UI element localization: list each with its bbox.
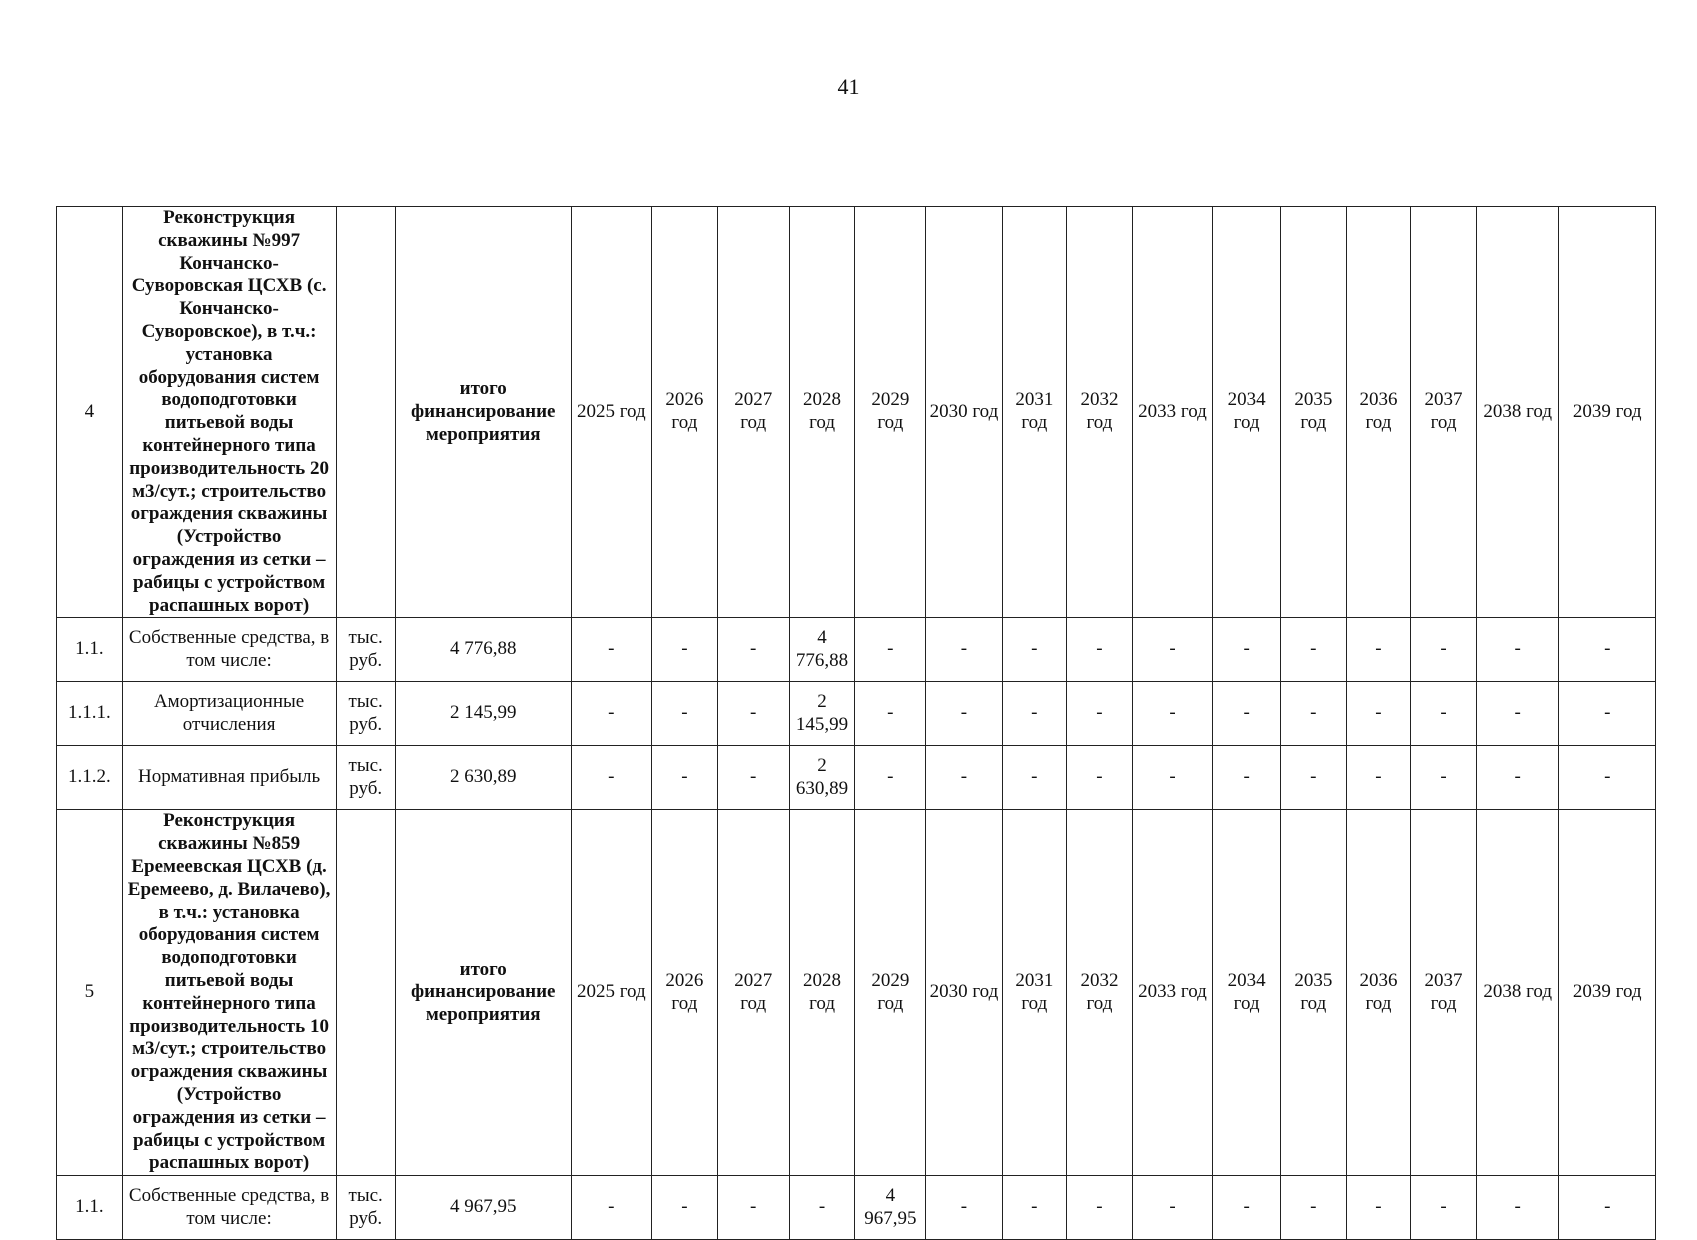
row-name: Амортизационные отчисления	[122, 682, 336, 746]
year-value: -	[1213, 1176, 1281, 1240]
year-value: -	[1476, 746, 1559, 810]
block-header-row	[57, 810, 1656, 1176]
year-value: 4 776,88	[789, 618, 855, 682]
table-row	[57, 618, 1656, 682]
year-header: 2035 год	[1281, 810, 1347, 1176]
year-value: -	[1132, 682, 1212, 746]
year-header: 2035 год	[1281, 207, 1347, 618]
year-header: 2033 год	[1132, 207, 1212, 618]
page-number: 41	[837, 74, 860, 99]
year-value: -	[1559, 1176, 1656, 1240]
year-header: 2036 год	[1346, 810, 1411, 1176]
year-value: -	[1213, 746, 1281, 810]
year-header: 2039 год	[1559, 207, 1656, 618]
year-value: 2 630,89	[789, 746, 855, 810]
year-value: -	[652, 682, 718, 746]
year-header: 2027 год	[717, 207, 789, 618]
year-value: -	[926, 682, 1002, 746]
row-number: 1.1.	[57, 618, 123, 682]
year-value: -	[1002, 618, 1067, 682]
row-unit: тыс. руб.	[336, 746, 395, 810]
year-header: 2037 год	[1411, 207, 1477, 618]
year-header: 2028 год	[789, 810, 855, 1176]
year-value: -	[571, 1176, 651, 1240]
year-value: -	[1132, 618, 1212, 682]
row-total: 2 145,99	[395, 682, 571, 746]
year-value: -	[1281, 746, 1347, 810]
year-value: -	[1476, 1176, 1559, 1240]
year-header: 2025 год	[571, 810, 651, 1176]
year-value: -	[1476, 618, 1559, 682]
year-value: -	[1411, 1176, 1477, 1240]
row-unit: тыс. руб.	[336, 1176, 395, 1240]
row-name: Нормативная прибыль	[122, 746, 336, 810]
year-header: 2038 год	[1476, 207, 1559, 618]
year-value: -	[789, 1176, 855, 1240]
block-title: Реконструкция скважины №997 Кончанско-Суворовская ЦСХВ (с. Кончанско-Суворовское), в т.ч.: установка оборудования систем водоподготовки питьевой воды контейнерного типа производительность 20 м3/сут.; строительство ограждения скважины (Устройство ограждения из сетки – рабицы с устройством распашных ворот)	[122, 207, 336, 618]
unit-header-empty	[336, 810, 395, 1176]
year-value: 4 967,95	[855, 1176, 926, 1240]
year-value: -	[1067, 618, 1133, 682]
table-row	[57, 682, 1656, 746]
row-name: Собственные средства, в том числе:	[122, 618, 336, 682]
year-value: -	[1281, 1176, 1347, 1240]
year-header: 2031 год	[1002, 207, 1067, 618]
year-value: 2 145,99	[789, 682, 855, 746]
year-value: -	[1213, 682, 1281, 746]
year-value: -	[926, 746, 1002, 810]
block-number: 4	[57, 207, 123, 618]
year-value: -	[571, 682, 651, 746]
year-value: -	[717, 682, 789, 746]
row-unit: тыс. руб.	[336, 618, 395, 682]
row-name: Собственные средства, в том числе:	[122, 1176, 336, 1240]
year-header: 2038 год	[1476, 810, 1559, 1176]
row-unit: тыс. руб.	[336, 682, 395, 746]
year-header: 2030 год	[926, 207, 1002, 618]
year-value: -	[855, 682, 926, 746]
year-value: -	[1559, 618, 1656, 682]
year-header: 2028 год	[789, 207, 855, 618]
year-value: -	[926, 1176, 1002, 1240]
row-number: 1.1.2.	[57, 746, 123, 810]
year-value: -	[1281, 682, 1347, 746]
year-value: -	[1559, 682, 1656, 746]
year-header: 2025 год	[571, 207, 651, 618]
block-number: 5	[57, 810, 123, 1176]
year-header: 2029 год	[855, 207, 926, 618]
year-value: -	[1411, 746, 1477, 810]
year-value: -	[1002, 682, 1067, 746]
year-value: -	[855, 618, 926, 682]
row-number: 1.1.1.	[57, 682, 123, 746]
year-value: -	[1002, 746, 1067, 810]
year-value: -	[1067, 1176, 1133, 1240]
year-value: -	[1411, 682, 1477, 746]
year-header: 2039 год	[1559, 810, 1656, 1176]
block-header-row	[57, 207, 1656, 618]
year-header: 2026 год	[652, 207, 718, 618]
year-header: 2036 год	[1346, 207, 1411, 618]
year-header: 2030 год	[926, 810, 1002, 1176]
year-value: -	[1281, 618, 1347, 682]
total-header: итого финансирование мероприятия	[395, 207, 571, 618]
year-value: -	[1346, 746, 1411, 810]
table-row	[57, 1176, 1656, 1240]
financing-table	[56, 206, 1656, 1240]
year-value: -	[926, 618, 1002, 682]
year-value: -	[1346, 1176, 1411, 1240]
row-total: 4 776,88	[395, 618, 571, 682]
row-number: 1.1.	[57, 1176, 123, 1240]
year-value: -	[1346, 618, 1411, 682]
block-title: Реконструкция скважины №859 Еремеевская ЦСХВ (д. Еремеево, д. Вилачево), в т.ч.: установка оборудования систем водоподготовки питьевой воды контейнерного типа производительность 10 м3/сут.; строительство ограждения скважины (Устройство ограждения из сетки – рабицы с устройством распашных ворот)	[122, 810, 336, 1176]
table-row	[57, 746, 1656, 810]
year-header: 2026 год	[652, 810, 718, 1176]
year-header: 2032 год	[1067, 810, 1133, 1176]
year-value: -	[717, 746, 789, 810]
year-header: 2034 год	[1213, 207, 1281, 618]
year-value: -	[1067, 746, 1133, 810]
year-header: 2034 год	[1213, 810, 1281, 1176]
row-total: 2 630,89	[395, 746, 571, 810]
year-header: 2037 год	[1411, 810, 1477, 1176]
year-value: -	[1559, 746, 1656, 810]
year-value: -	[1132, 746, 1212, 810]
year-header: 2027 год	[717, 810, 789, 1176]
year-value: -	[652, 618, 718, 682]
year-value: -	[652, 1176, 718, 1240]
year-value: -	[1213, 618, 1281, 682]
year-value: -	[1132, 1176, 1212, 1240]
year-value: -	[1067, 682, 1133, 746]
year-value: -	[1346, 682, 1411, 746]
year-header: 2032 год	[1067, 207, 1133, 618]
row-total: 4 967,95	[395, 1176, 571, 1240]
year-header: 2031 год	[1002, 810, 1067, 1176]
year-value: -	[855, 746, 926, 810]
year-value: -	[571, 746, 651, 810]
year-value: -	[1411, 618, 1477, 682]
year-value: -	[717, 1176, 789, 1240]
year-header: 2033 год	[1132, 810, 1212, 1176]
unit-header-empty	[336, 207, 395, 618]
year-value: -	[1476, 682, 1559, 746]
year-value: -	[571, 618, 651, 682]
year-value: -	[717, 618, 789, 682]
year-value: -	[1002, 1176, 1067, 1240]
year-header: 2029 год	[855, 810, 926, 1176]
year-value: -	[652, 746, 718, 810]
total-header: итого финансирование мероприятия	[395, 810, 571, 1176]
